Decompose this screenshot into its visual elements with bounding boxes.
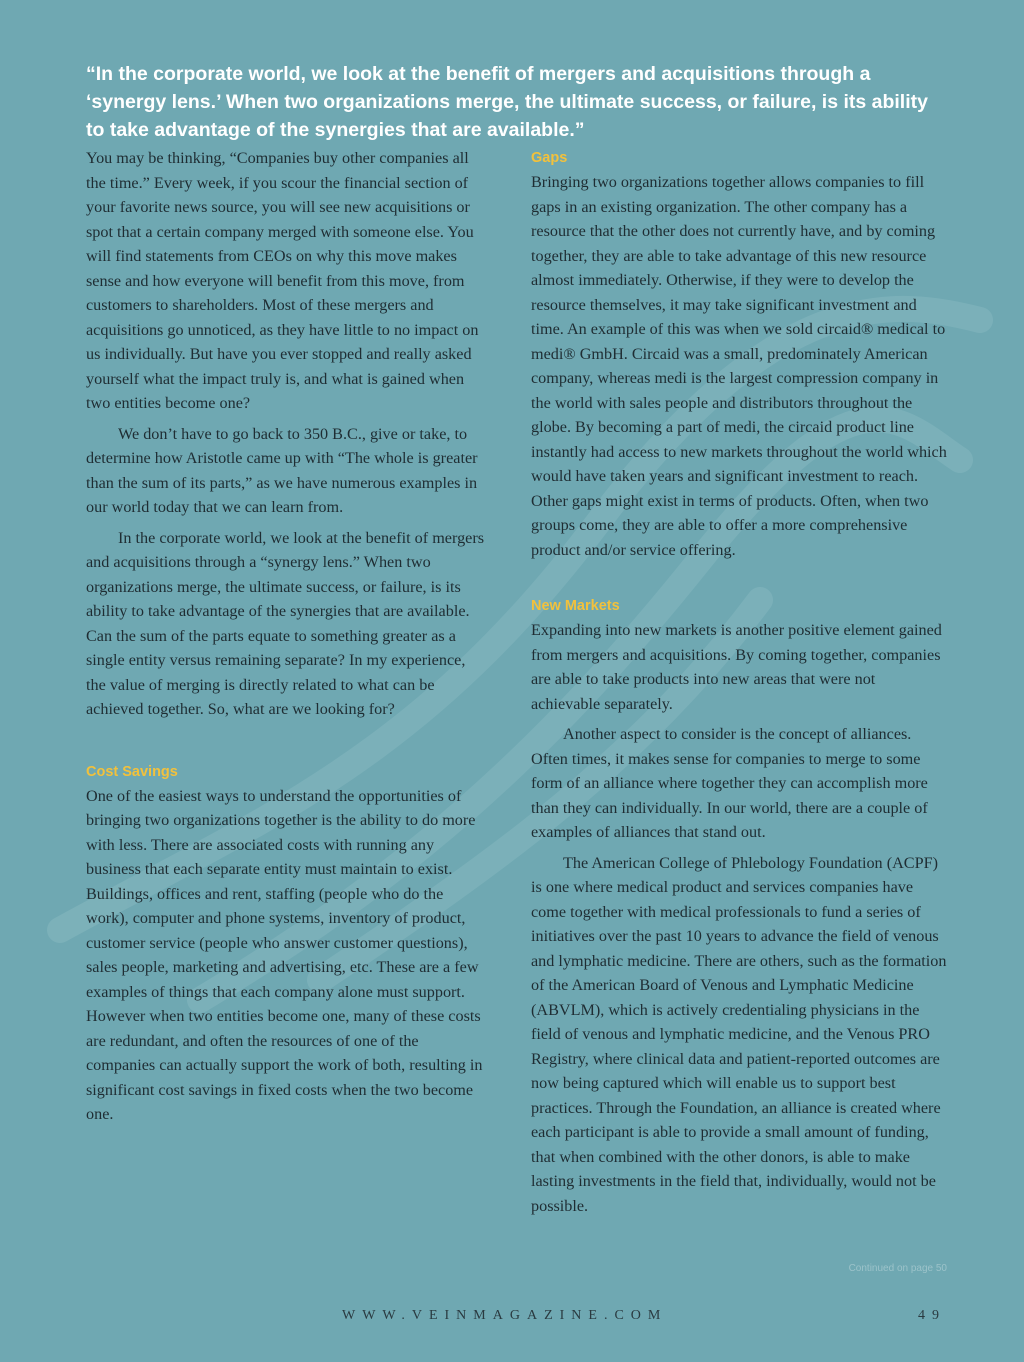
new-markets-paragraph: Expanding into new markets is another positive element gained from mergers and acquisitions. By coming together, companies are able to take products into new areas that were not achievable separately.: [531, 621, 942, 713]
aristotle-paragraph: We don’t have to go back to 350 B.C., give or take, to determine how Aristotle came up with “The whole is greater than the sum of its parts,” as we have numerous examples in our world today that we can learn from.: [86, 424, 478, 516]
alliances-paragraph: Another aspect to consider is the concept of alliances. Often times, it makes sense for companies to merge to some form of an alliance where together they can accomplish more than they can individually. In our world, there are a couple of examples of alliances that stand out.: [531, 725, 928, 841]
pull-quote: “In the corporate world, we look at the benefit of mergers and acquisitions through a ‘synergy lens.’ When two organizations merge, the ultimate success, or failure, is its ability to take advantage of the synergies that are available.”: [86, 63, 928, 141]
new-markets-heading: New Markets: [531, 598, 620, 614]
cost-savings-paragraph: One of the easiest ways to understand the opportunities of bringing two organizations together is the ability to do more with less. There are associated costs with running any business that each separate entity must maintain to exist. Buildings, offices and rent, staffing (people who do the work), computer and phone systems, inventory of product, customer service (people who answer customer questions), sales people, marketing and advertising, etc. These are a few examples of things that each company alone must support. However when two entities become one, many of these costs are redundant, and often the resources of one of the companies can actually support the work of both, resulting in significant cost savings in fixed costs when the two become one.: [86, 786, 483, 1123]
page-number: 49: [918, 1308, 946, 1323]
continued-note: Continued on page 50: [848, 1263, 947, 1274]
footer-url: WWW.VEINMAGAZINE.COM: [342, 1308, 668, 1323]
acpf-paragraph: The American College of Phlebology Foundation (ACPF) is one where medical product and services companies have come together with medical professionals to fund a series of initiatives over the past 10 years to advance the field of venous and lymphatic medicine. There are others, such as the formation of the American Board of Venous and Lymphatic Medicine (ABVLM), which is actively credentialing physicians in the field of venous and lymphatic medicine, and the Venous PRO Registry, where clinical data and patient-reported outcomes are now being captured which will enable us to support best practices. Through the Foundation, an alliance is created where each participant is able to provide a small amount of funding, that when combined with the other donors, is able to make lasting investments in the field that, individually, would not be possible.: [531, 853, 947, 1215]
right-column: [531, 146, 947, 1224]
left-column: [86, 146, 488, 1133]
section-spacer: [531, 568, 947, 594]
cost-savings-heading: Cost Savings: [86, 763, 178, 780]
gaps-heading: Gaps: [531, 150, 568, 166]
gaps-paragraph: Bringing two organizations together allows companies to fill gaps in an existing organization. The other company has a resource that the other does not currently have, and by coming together, they are able to take advantage of this new resource almost immediately. Otherwise, if they were to develop the resource themselves, it may take significant investment and time. An example of this was when we sold circaid® medical to medi® GmbH. Circaid was a small, predominately American company, whereas medi is the largest compression company in the world with sales people and distributors throughout the globe. By becoming a part of medi, the circaid product line instantly had access to new markets throughout the world which would have taken years and significant investment to reach. Other gaps might exist in terms of products. Often, when two groups come, they are able to offer a more comprehensive product and/or service offering.: [531, 173, 947, 559]
synergy-paragraph: In the corporate world, we look at the benefit of mergers and acquisitions through a “synergy lens.” When two organizations merge, the ultimate success, or failure, is its ability to take advantage of the synergies that are available. Can the sum of the parts equate to something greater as a single entity versus remaining separate? In my experience, the value of merging is directly related to what can be achieved together. So, what are we looking for?: [86, 528, 485, 718]
section-spacer: [86, 728, 488, 760]
intro-paragraph: You may be thinking, “Companies buy other companies all the time.” Every week, if you scour the financial section of your favorite news source, you will see new acquisitions or spot that a certain company merged with someone else. You will find statements from CEOs on why this move makes sense and how everyone will benefit from this move, from customers to shareholders. Most of these mergers and acquisitions go unnoticed, as they have little to no impact on us individually. But have you ever stopped and really asked yourself what the impact truly is, and what is gained when two entities become one?: [86, 149, 479, 412]
